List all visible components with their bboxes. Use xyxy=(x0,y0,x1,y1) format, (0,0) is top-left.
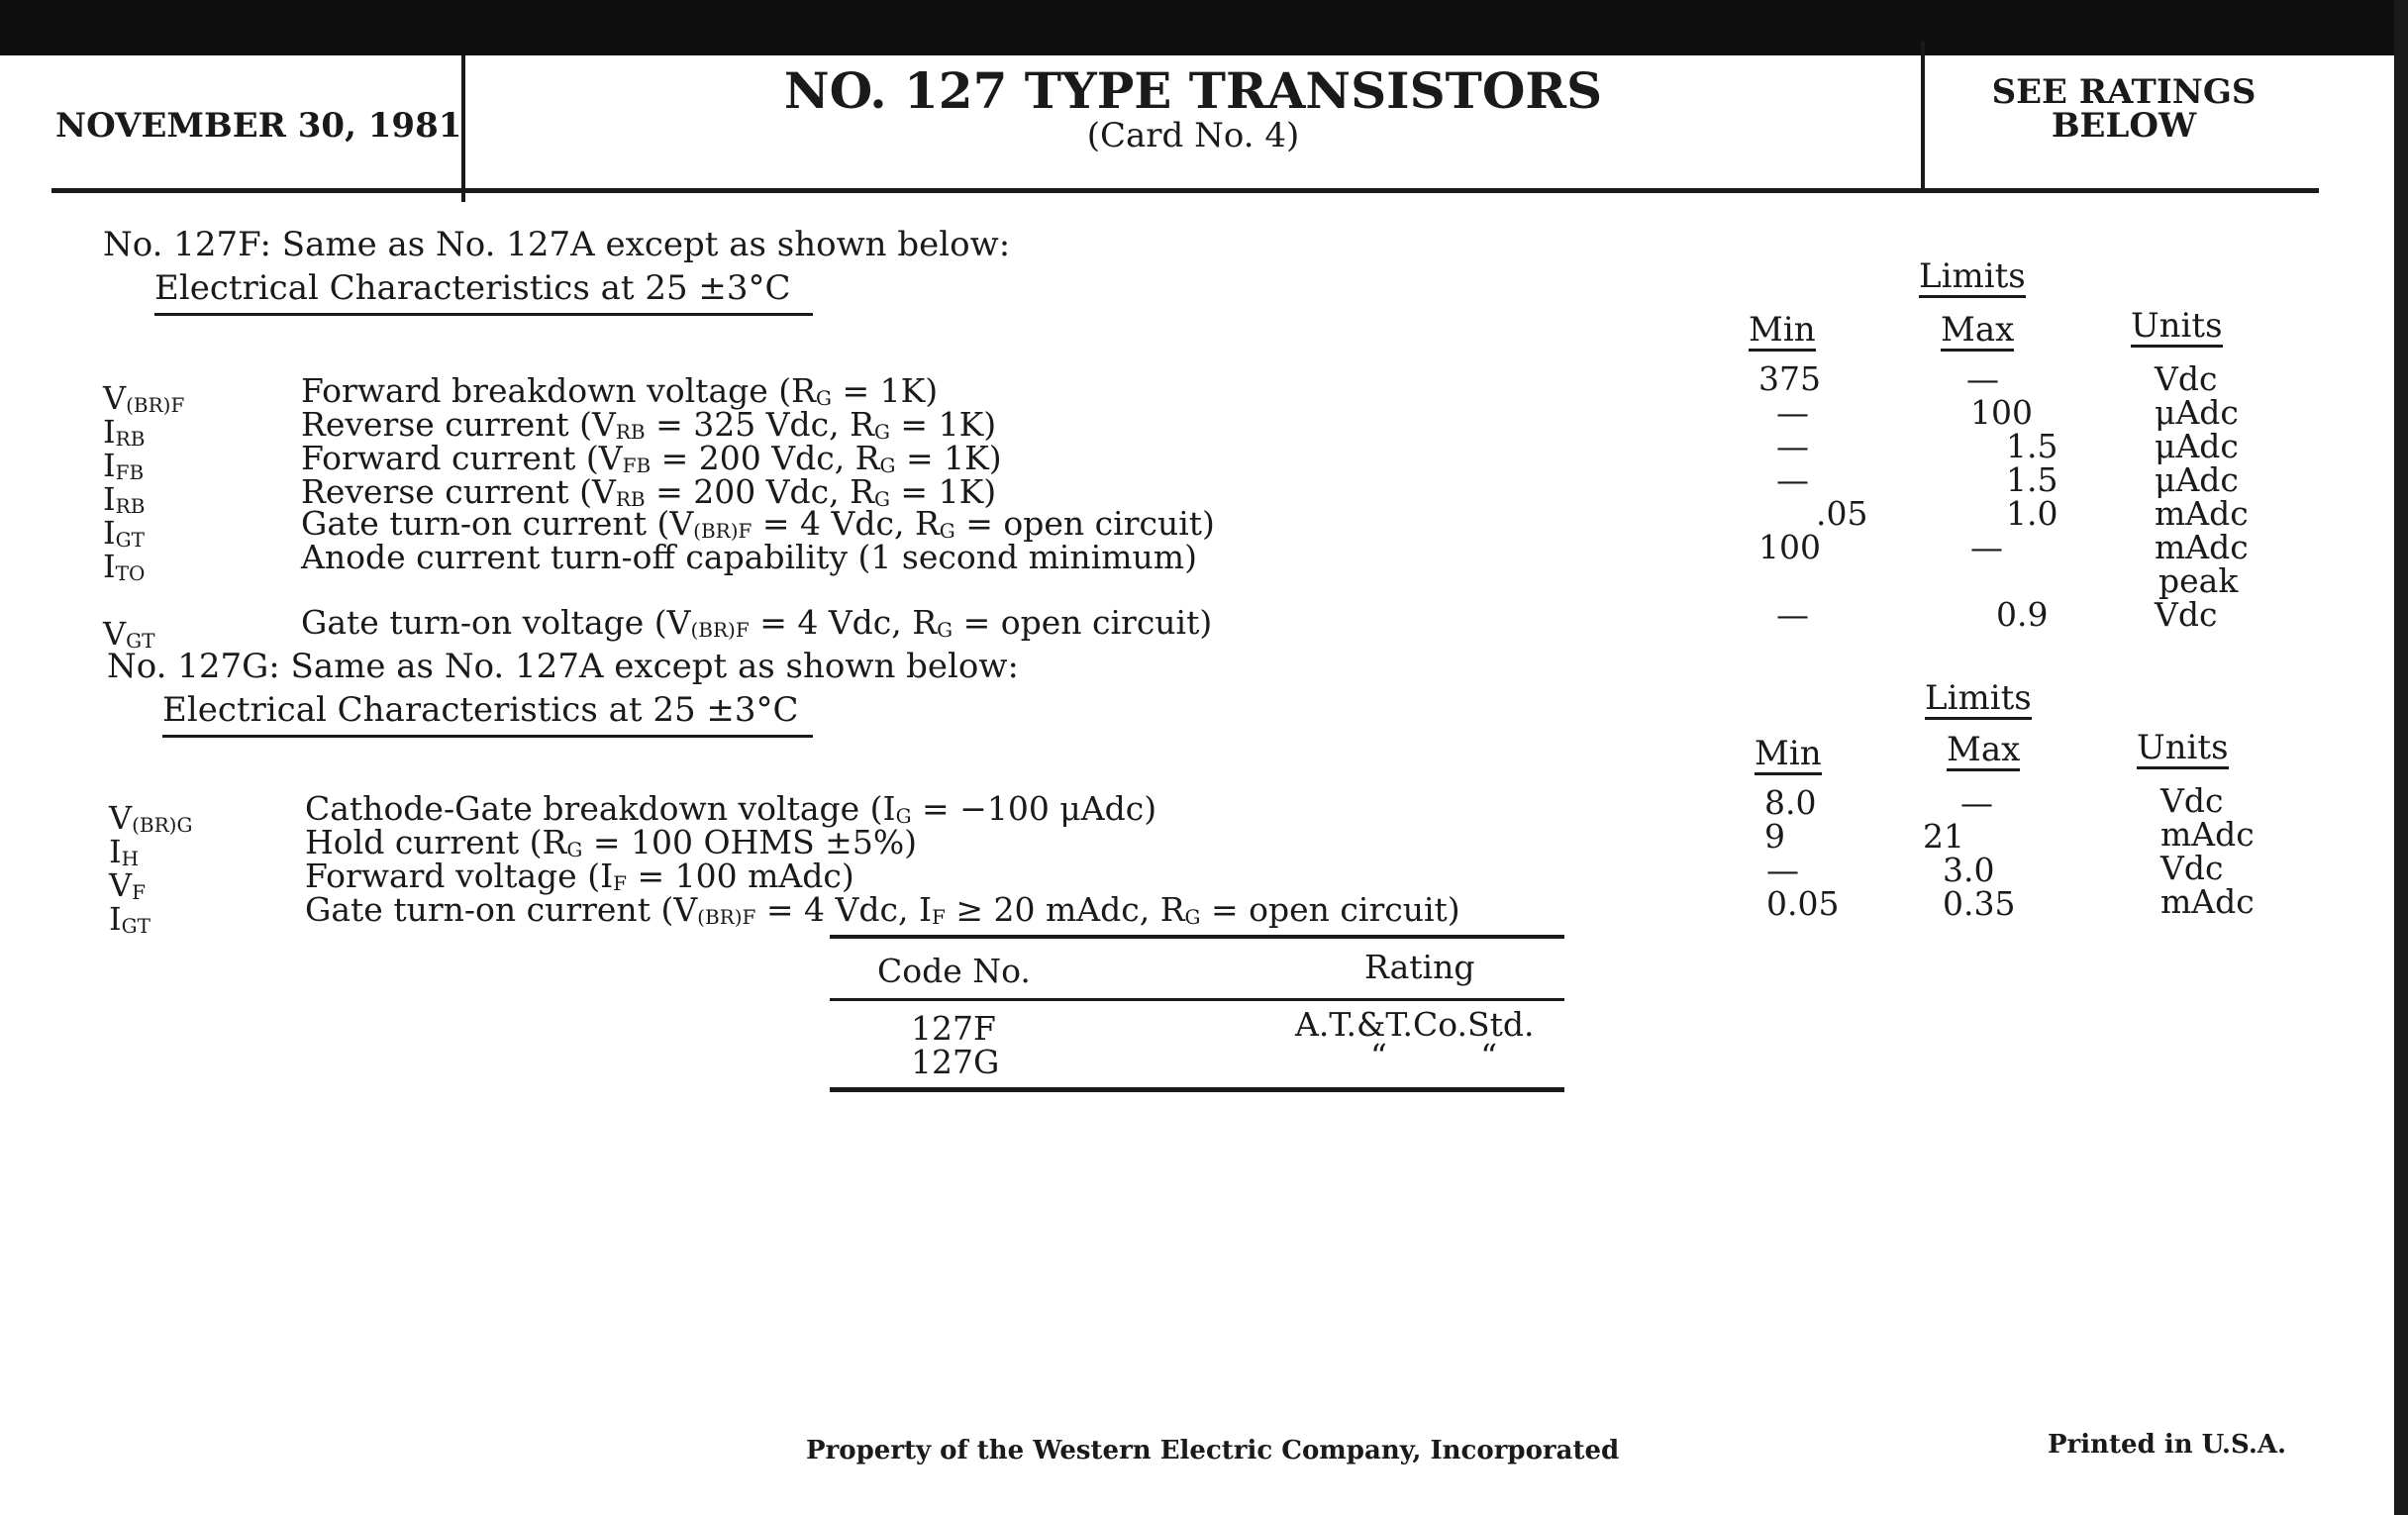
desc-sub: G xyxy=(1184,905,1201,929)
description: Anode current turn-off capability (1 second minimum) xyxy=(301,538,1197,576)
desc-text: ≥ 20 mAdc, R xyxy=(945,890,1185,929)
symbol-main: I xyxy=(109,900,122,938)
symbol-main: V xyxy=(103,615,127,653)
header-divider-right xyxy=(1921,42,1925,192)
value-min: — xyxy=(1776,393,1809,432)
symbol-sub: (BR)G xyxy=(132,813,193,837)
desc-text: = 325 Vdc, R xyxy=(645,405,874,444)
symbol-sub: H xyxy=(121,847,140,870)
desc-text: = open circuit) xyxy=(954,504,1215,543)
symbol-main: V xyxy=(103,379,127,417)
desc-text: = 100 mAdc) xyxy=(627,857,854,895)
desc-text: Gate turn-on current (V xyxy=(301,504,694,543)
symbol xyxy=(103,548,146,589)
desc-sub: (BR)F xyxy=(690,618,750,642)
value-units: mAdc xyxy=(2160,815,2255,854)
desc-text: = 200 Vdc, R xyxy=(645,472,874,511)
desc-sub: G xyxy=(873,487,890,511)
desc-sub: G xyxy=(937,618,953,642)
desc-text: = 4 Vdc, I xyxy=(755,890,932,929)
symbol-main: V xyxy=(109,866,133,904)
symbol-main: I xyxy=(103,548,116,585)
value-max: — xyxy=(1970,528,2003,566)
header-rule xyxy=(51,188,2319,193)
description xyxy=(301,603,1213,647)
desc-text: = 4 Vdc, R xyxy=(749,603,938,642)
symbol-sub: RB xyxy=(115,427,146,451)
desc-text: = 1K) xyxy=(889,405,997,444)
desc-text: Forward breakdown voltage (R xyxy=(301,371,816,410)
card-date: NOVEMBER 30, 1981 xyxy=(55,106,462,146)
value-units: mAdc xyxy=(2160,882,2255,921)
desc-sub: (BR)F xyxy=(693,519,752,543)
symbol-sub: FB xyxy=(115,460,145,484)
table-header-rating: Rating xyxy=(1364,948,1475,986)
symbol xyxy=(109,900,150,942)
desc-sub: F xyxy=(613,871,627,895)
desc-text: Cathode-Gate breakdown voltage (I xyxy=(305,789,896,828)
desc-text: = 100 OHMS ±5%) xyxy=(582,823,918,861)
value-max: 3.0 xyxy=(1943,851,1995,889)
table-cell-rating: A.T.&T.Co.Std. xyxy=(1295,1005,1535,1044)
desc-text: = −100 μAdc) xyxy=(911,789,1157,828)
value-units: μAdc xyxy=(2155,393,2239,432)
value-max: 0.35 xyxy=(1943,884,2016,923)
desc-text: Hold current (R xyxy=(305,823,567,861)
desc-sub: FB xyxy=(622,454,652,477)
desc-text: Forward voltage (I xyxy=(305,857,614,895)
value-units: μAdc xyxy=(2155,460,2239,499)
symbol-sub: GT xyxy=(121,914,150,938)
table-header-code: Code No. xyxy=(877,952,1031,990)
section-g-limits-label: Limits xyxy=(1925,678,2032,718)
desc-text: = open circuit) xyxy=(1200,890,1460,929)
symbol-main: V xyxy=(109,799,133,837)
section-f-col-max: Max xyxy=(1941,310,2015,350)
section-f-col-min: Min xyxy=(1749,310,1816,350)
desc-sub: G xyxy=(895,804,912,828)
scan-border-top xyxy=(0,0,2408,55)
description xyxy=(305,890,1460,934)
desc-text: Gate turn-on voltage (V xyxy=(301,603,691,642)
section-g-subheading: Electrical Characteristics at 25 ±3°C xyxy=(162,693,813,738)
value-min: 100 xyxy=(1758,528,1821,566)
symbol-main: I xyxy=(103,480,116,518)
section-f-col-units: Units xyxy=(2131,306,2223,346)
value-units: μAdc xyxy=(2155,427,2239,465)
table-cell-rating: “ “ xyxy=(1370,1037,1498,1075)
ratings-note-line2: BELOW xyxy=(2051,106,2197,146)
desc-sub: G xyxy=(879,454,896,477)
symbol-sub: GT xyxy=(126,629,155,653)
value-units: mAdc xyxy=(2155,528,2249,566)
desc-text: = 200 Vdc, R xyxy=(651,439,880,477)
desc-text: = open circuit) xyxy=(953,603,1213,642)
section-g-col-min: Min xyxy=(1755,734,1822,773)
desc-text: Reverse current (V xyxy=(301,472,616,511)
scan-border-right xyxy=(2394,0,2408,1515)
section-f-intro: No. 127F: Same as No. 127A except as shown below: xyxy=(103,225,1011,264)
symbol-sub: (BR)F xyxy=(126,393,185,417)
value-min: — xyxy=(1776,595,1809,634)
desc-text: Forward current (V xyxy=(301,439,623,477)
value-units: Vdc xyxy=(2155,595,2218,634)
value-units-line2: peak xyxy=(2158,561,2239,600)
table-rule-header xyxy=(830,998,1564,1001)
value-units: mAdc xyxy=(2155,494,2249,533)
value-units: Vdc xyxy=(2160,849,2224,887)
value-min: 8.0 xyxy=(1764,783,1817,822)
section-g-col-max: Max xyxy=(1947,730,2021,769)
section-g-col-units: Units xyxy=(2137,728,2229,767)
table-cell-code: 127G xyxy=(911,1043,1000,1081)
value-max: 100 xyxy=(1970,393,2033,432)
desc-sub: F xyxy=(931,905,946,929)
table-rule-top xyxy=(830,935,1564,939)
value-max: 1.0 xyxy=(2006,494,2058,533)
symbol-main: I xyxy=(103,413,116,451)
symbol-sub: F xyxy=(132,880,146,904)
desc-text: Gate turn-on current (V xyxy=(305,890,698,929)
card-title: NO. 127 TYPE TRANSISTORS xyxy=(783,61,1603,120)
card-subtitle: (Card No. 4) xyxy=(1086,116,1300,155)
symbol-main: I xyxy=(109,833,122,870)
desc-sub: RB xyxy=(615,487,646,511)
table-rule-bottom xyxy=(830,1087,1564,1092)
value-max: — xyxy=(1960,783,1993,822)
ratings-note-line1: SEE RATINGS xyxy=(1991,72,2257,112)
desc-sub: (BR)F xyxy=(697,905,756,929)
footer-printed: Printed in U.S.A. xyxy=(2048,1430,2287,1460)
desc-text: = 1K) xyxy=(831,371,939,410)
value-min: .05 xyxy=(1816,494,1868,533)
value-min: 375 xyxy=(1758,359,1821,398)
value-min: — xyxy=(1776,427,1809,465)
desc-sub: G xyxy=(939,519,955,543)
value-max: — xyxy=(1966,359,1999,398)
symbol-sub: GT xyxy=(115,528,145,552)
value-min: 0.05 xyxy=(1766,884,1840,923)
value-max: 21 xyxy=(1923,817,1964,856)
symbol-main: I xyxy=(103,447,116,484)
value-min: — xyxy=(1766,851,1799,889)
value-max: 1.5 xyxy=(2006,460,2058,499)
value-max: 0.9 xyxy=(1996,595,2049,634)
desc-sub: G xyxy=(816,386,832,410)
desc-text: Reverse current (V xyxy=(301,405,616,444)
value-max: 1.5 xyxy=(2006,427,2058,465)
desc-sub: G xyxy=(873,420,890,444)
symbol-sub: RB xyxy=(115,494,146,518)
section-f-limits-label: Limits xyxy=(1919,256,2026,296)
desc-text: = 1K) xyxy=(889,472,997,511)
desc-sub: G xyxy=(566,838,583,861)
desc-text: = 4 Vdc, R xyxy=(752,504,940,543)
footer-property: Property of the Western Electric Company, Incorporated xyxy=(806,1436,1620,1465)
desc-text: = 1K) xyxy=(895,439,1002,477)
value-min: 9 xyxy=(1764,817,1785,856)
table-cell-code: 127F xyxy=(911,1009,996,1048)
value-min: — xyxy=(1776,460,1809,499)
symbol-main: I xyxy=(103,514,116,552)
section-f-subheading: Electrical Characteristics at 25 ±3°C xyxy=(154,271,813,316)
value-units: Vdc xyxy=(2155,359,2218,398)
value-units: Vdc xyxy=(2160,781,2224,820)
desc-sub: RB xyxy=(615,420,646,444)
symbol-sub: TO xyxy=(115,561,146,585)
section-g-intro: No. 127G: Same as No. 127A except as shown below: xyxy=(107,647,1019,686)
